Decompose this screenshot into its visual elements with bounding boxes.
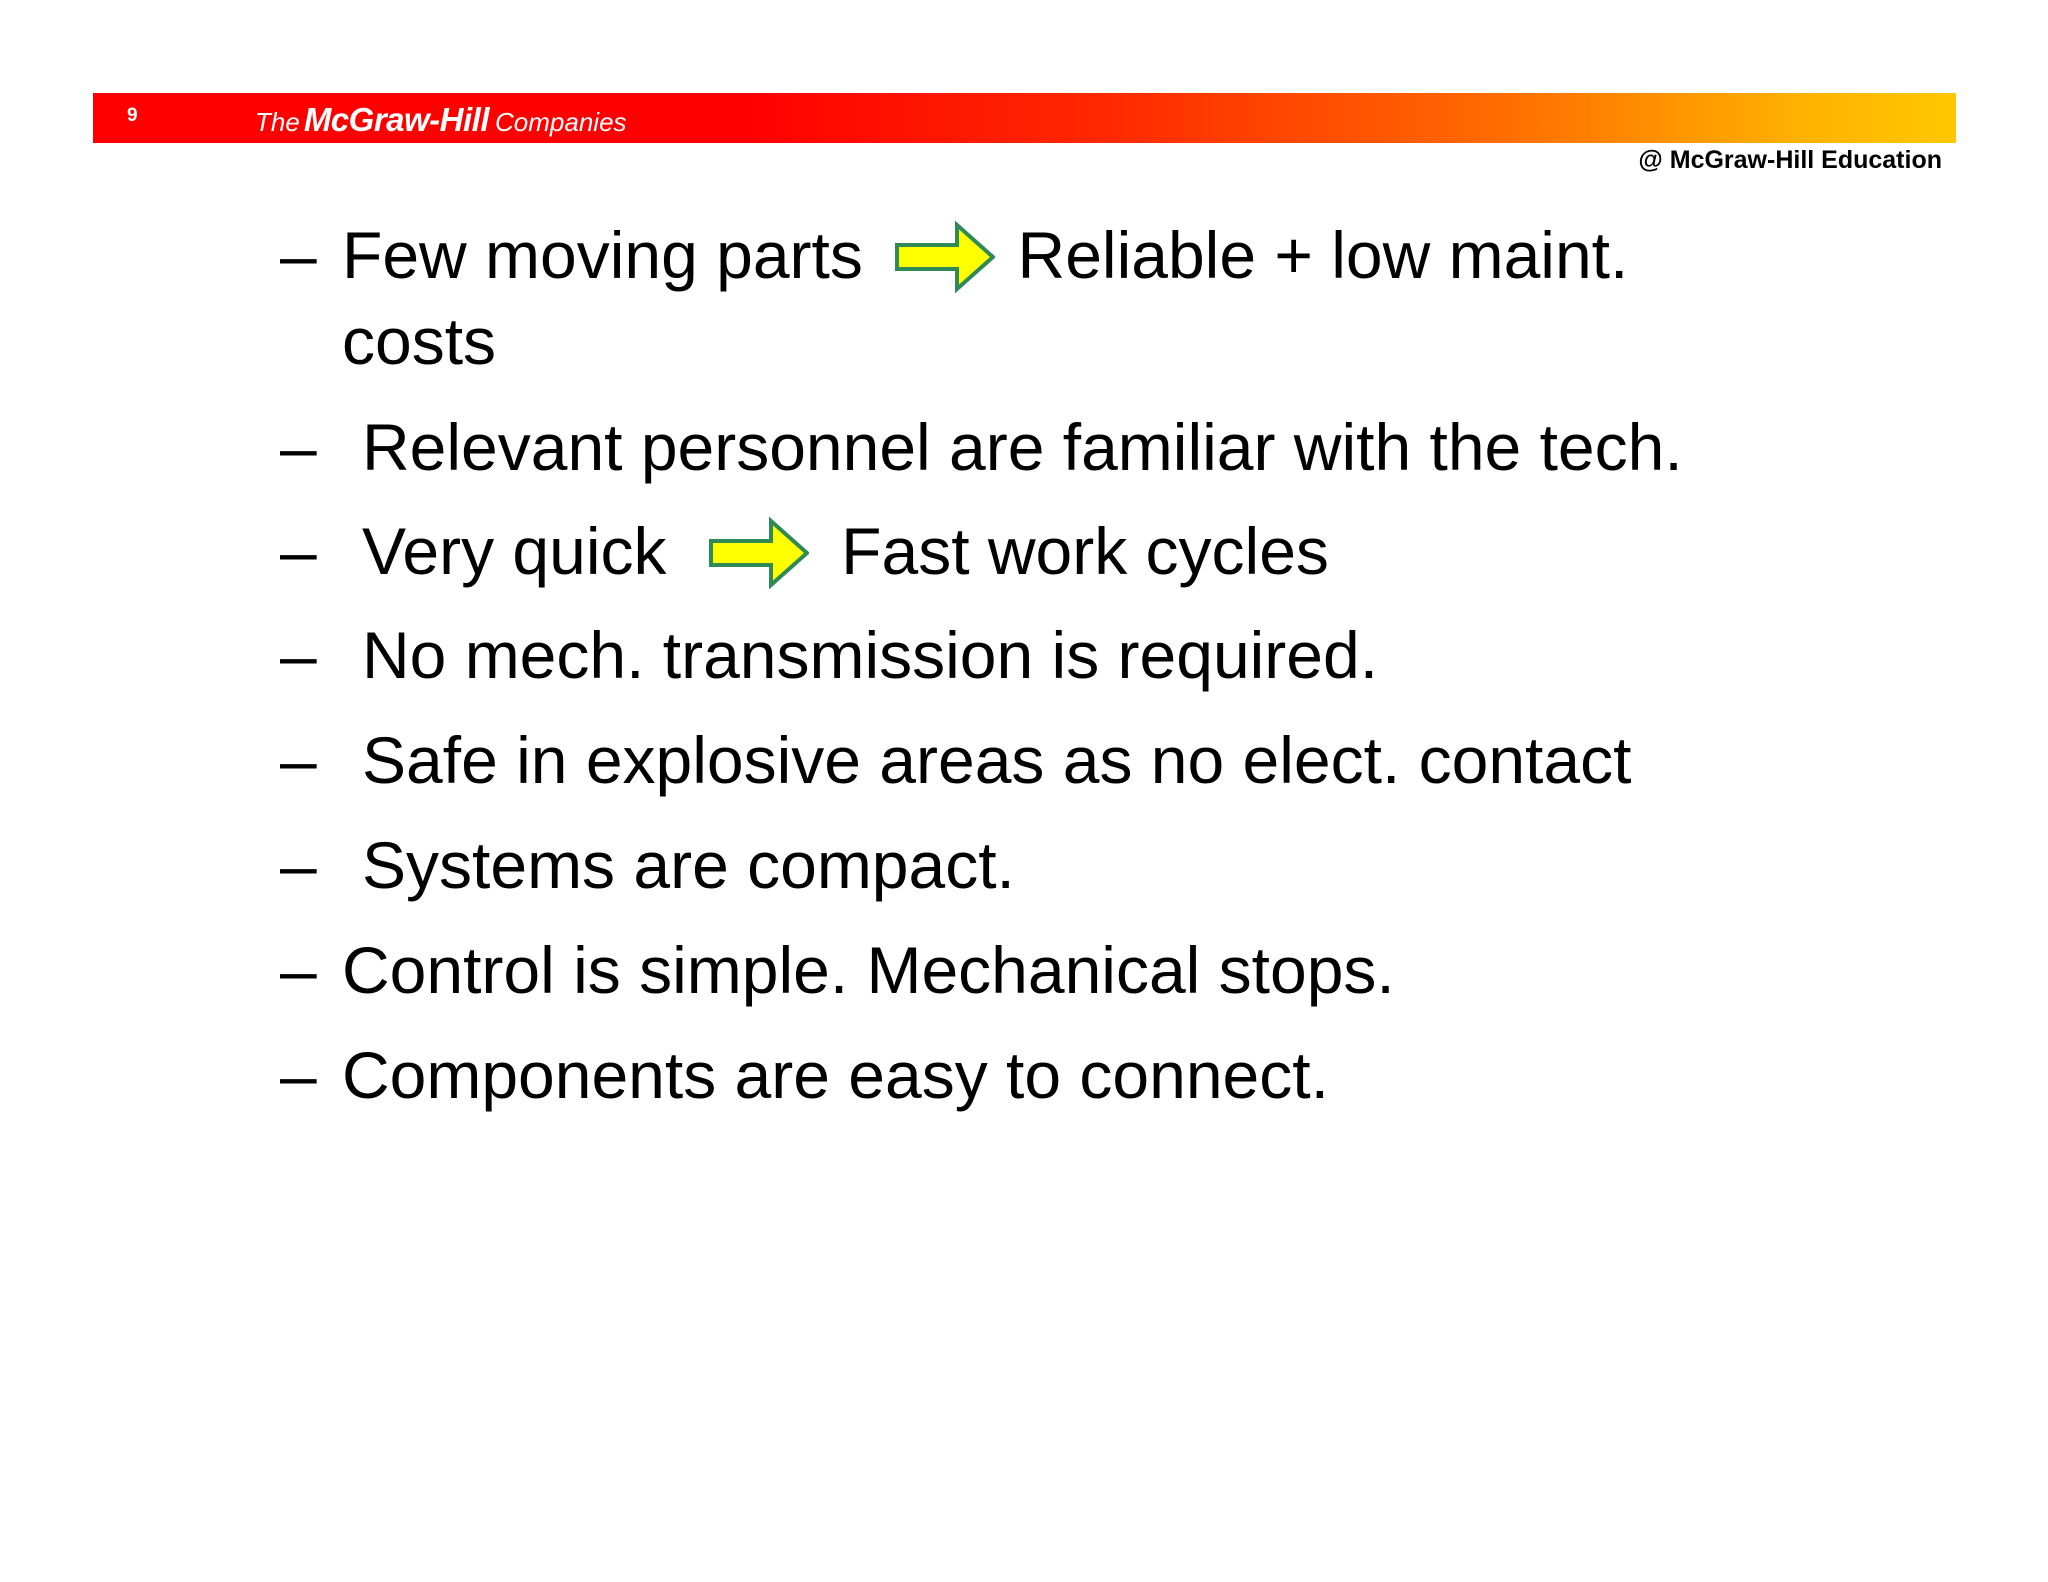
bullet-dash: – [280, 410, 317, 484]
bullet-item [280, 508, 1329, 594]
logo-brand: McGraw-Hill [303, 101, 490, 138]
logo-companies: Companies [495, 107, 627, 137]
mcgraw-hill-logo [255, 101, 627, 137]
copyright-notice: @ McGraw-Hill Education [1638, 146, 1942, 174]
bullet-item-continuation [280, 298, 496, 384]
bullet-item [280, 927, 1395, 1013]
bullet-text-continuation: costs [342, 304, 497, 378]
bullet-text: Few moving parts [342, 218, 863, 292]
bullet-item [280, 612, 1378, 698]
bullet-dash: – [280, 828, 317, 902]
bullet-item [280, 1032, 1329, 1118]
bullet-dash: – [280, 1038, 317, 1112]
right-arrow-icon [709, 517, 809, 589]
bullet-item [280, 404, 1683, 490]
right-arrow-icon [895, 221, 995, 293]
bullet-text: Relevant personnel are familiar with the tech. [362, 410, 1683, 484]
bullet-dash: – [280, 723, 317, 797]
bullet-item [280, 822, 1015, 908]
slide-number: 9 [127, 105, 138, 126]
bullet-item [280, 717, 1631, 803]
bullet-dash: – [280, 933, 317, 1007]
bullet-text-result: Reliable + low maint. [1017, 218, 1629, 292]
logo-the: The [255, 107, 300, 137]
bullet-text: Components are easy to connect. [342, 1038, 1329, 1112]
bullet-text: Safe in explosive areas as no elect. contact [362, 723, 1632, 797]
bullet-text: Systems are compact. [362, 828, 1015, 902]
bullet-text-result: Fast work cycles [841, 514, 1329, 588]
bullet-text: No mech. transmission is required. [362, 618, 1379, 692]
bullet-text: Control is simple. Mechanical stops. [342, 933, 1395, 1007]
bullet-dash: – [280, 218, 317, 292]
bullet-dash: – [280, 514, 317, 588]
bullet-dash: – [280, 618, 317, 692]
bullet-item [280, 212, 1628, 298]
bullet-text: Very quick [362, 514, 667, 588]
